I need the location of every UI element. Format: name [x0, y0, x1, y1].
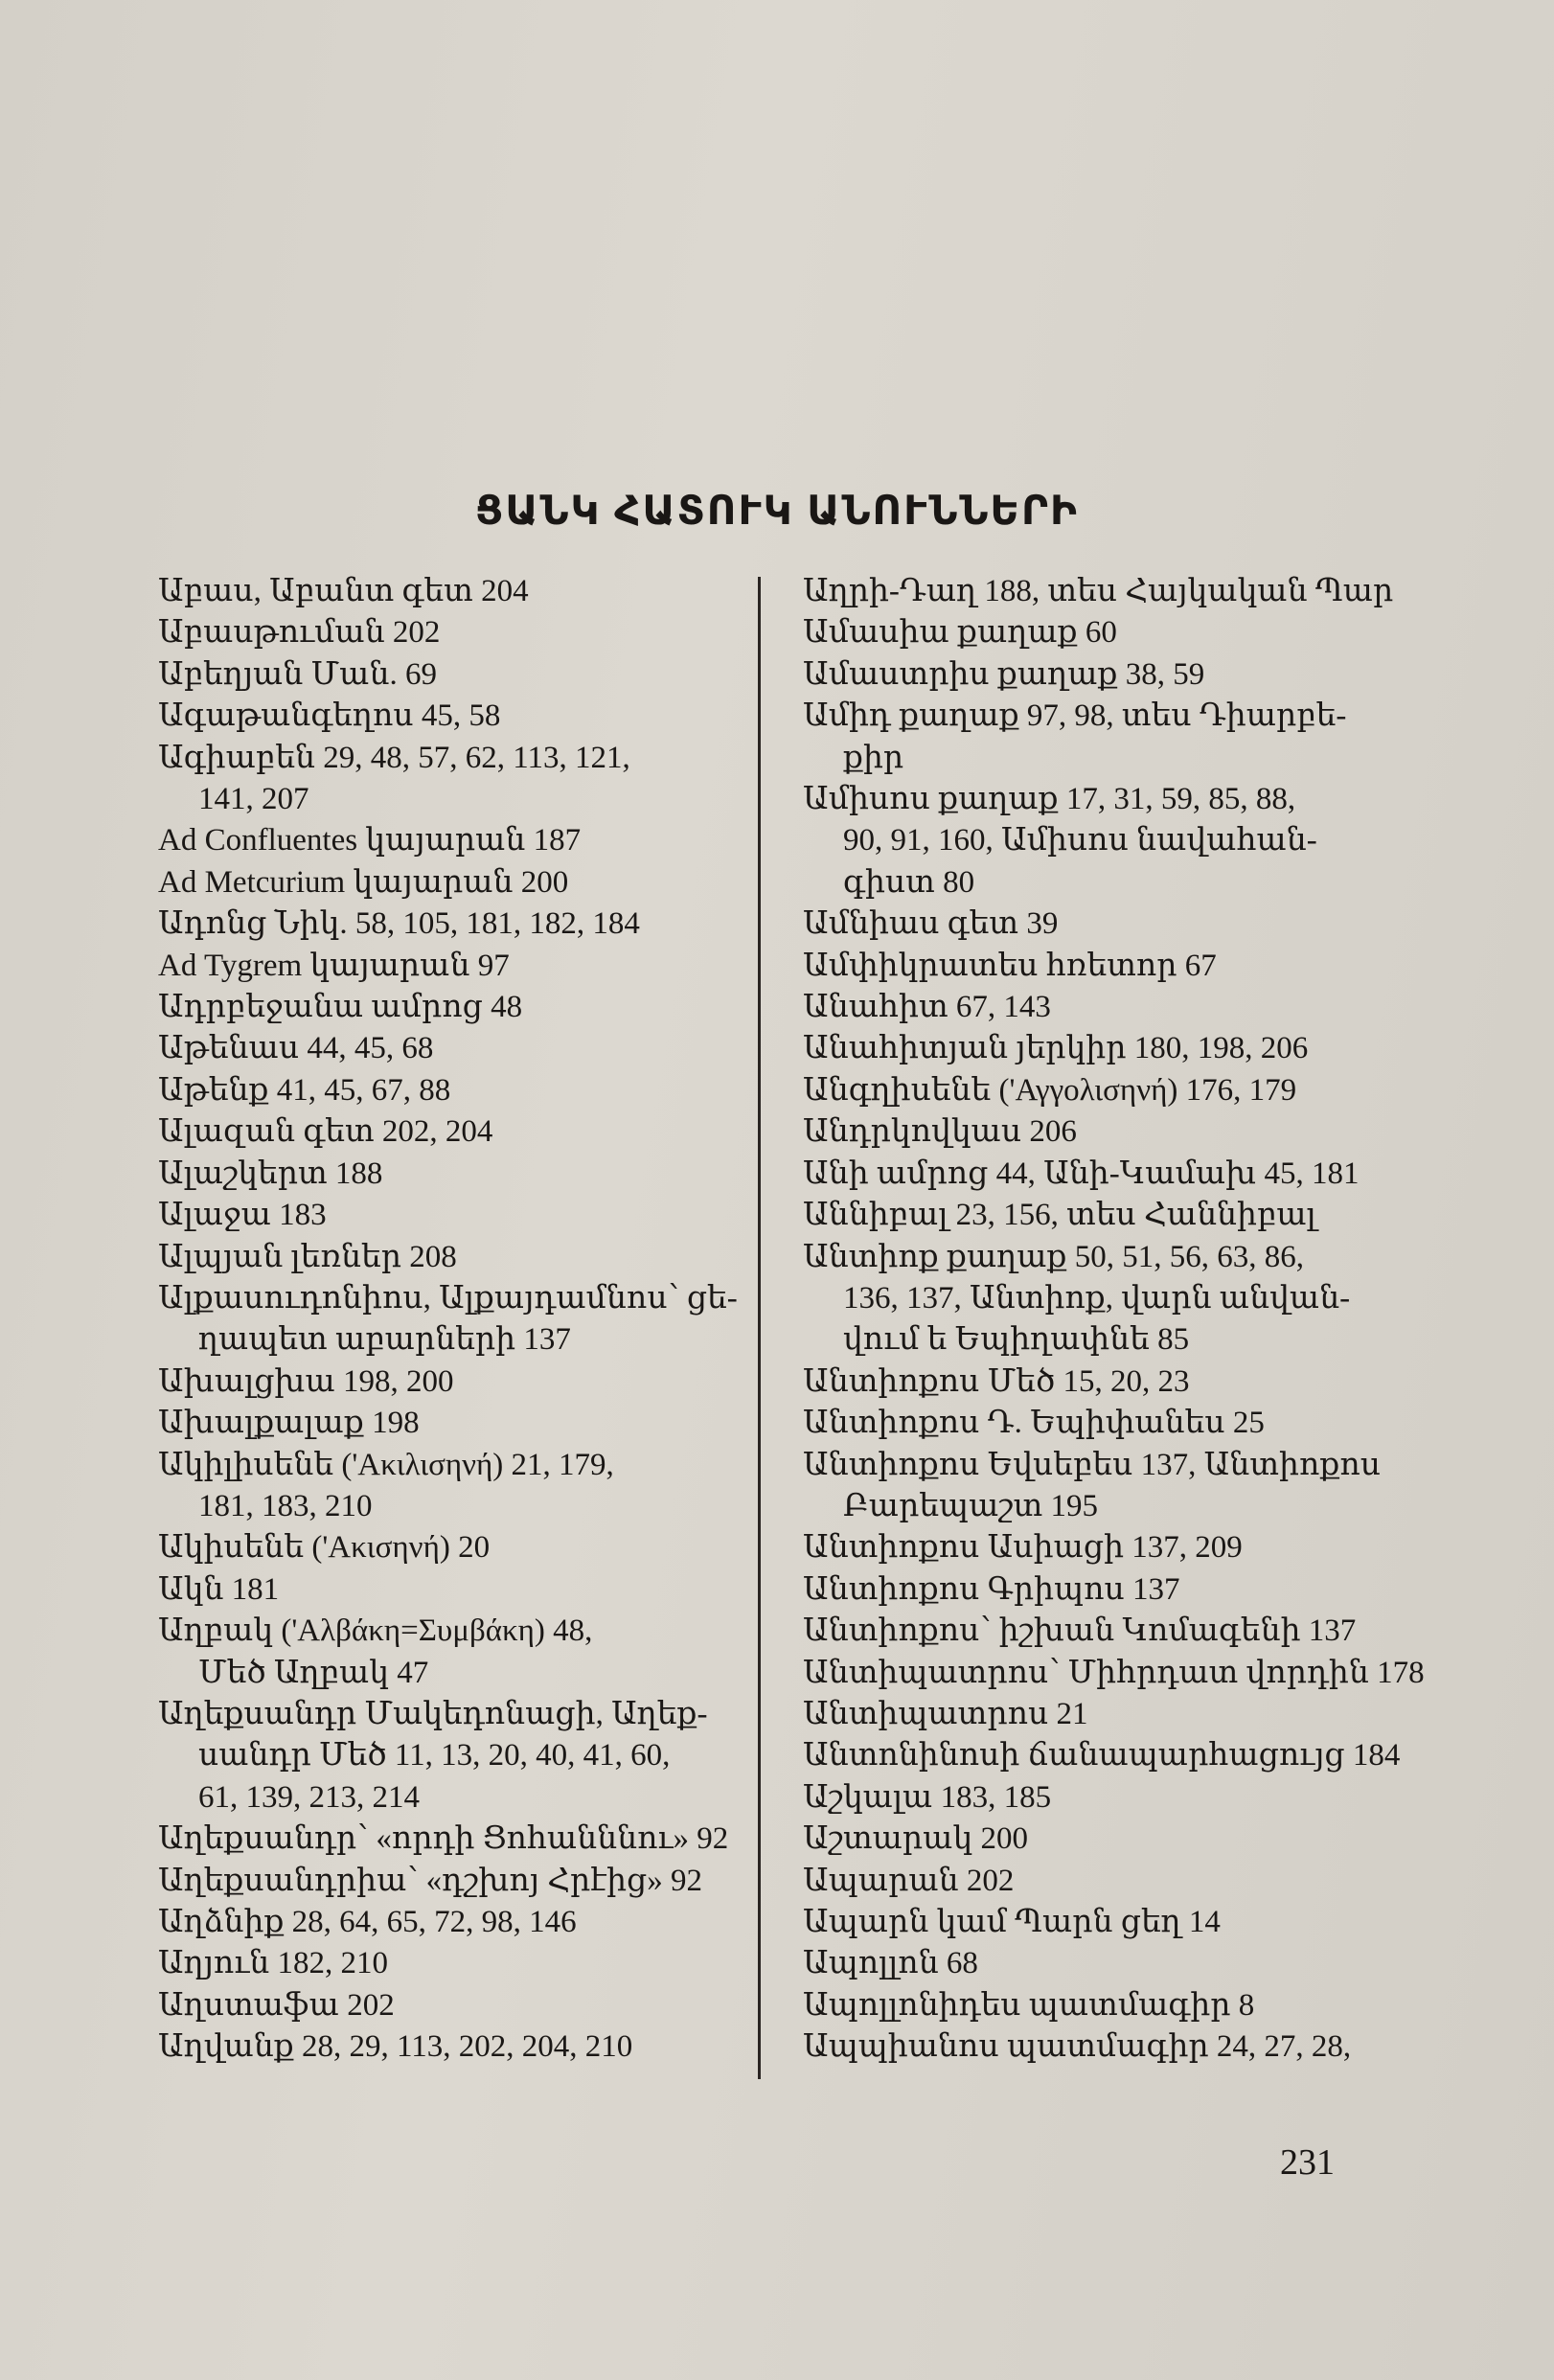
index-entry: Անահիտյան յերկիր 180, 198, 206: [803, 1031, 1309, 1066]
index-entry: Անտիոքոս Մեծ 15, 20, 23: [803, 1363, 1190, 1399]
index-entry: Ad Confluentes կայարան 187: [158, 823, 582, 858]
index-column-left: [158, 571, 743, 2069]
index-entry-continuation: 90, 91, 160, Ամիսոս նավահան-: [843, 823, 1317, 858]
index-entry: Ալազան գետ 202, 204: [158, 1114, 493, 1150]
index-entry: Անտիպատրոս 21: [803, 1696, 1088, 1731]
index-entry: Աղստաֆա 202: [158, 1987, 395, 2023]
index-entry: Անի ամրոց 44, Անի-Կամախ 45, 181: [803, 1156, 1360, 1191]
index-entry: Անդրկովկաս 206: [803, 1114, 1077, 1150]
index-entry: Աթենաս 44, 45, 68: [158, 1031, 434, 1066]
index-entry: Ակիլիսենե ('Ακιλισηνή) 21, 179,: [158, 1447, 614, 1482]
index-entry: Ախալցխա 198, 200: [158, 1363, 454, 1399]
index-entry: Աբեղյան Ման. 69: [158, 656, 437, 692]
index-entry-continuation: վում ե Եպիղափնե 85: [843, 1322, 1190, 1358]
index-entry: Անտոնինոսի ճանապարհացույց 184: [803, 1738, 1401, 1774]
index-entry: Ամիսոս քաղաք 17, 31, 59, 85, 88,: [803, 782, 1296, 817]
index-entry: Աղեքսանդրիա՝ «դշխոյ Հրէից» 92: [158, 1863, 703, 1898]
index-entry: Ամիդ քաղաք 97, 98, տես Դիարբե-: [803, 698, 1347, 734]
index-entry: Ապոլլոն 68: [803, 1946, 978, 1981]
index-entry-continuation: Բարեպաշտ 195: [843, 1488, 1099, 1523]
index-entry: Աղրի-Դաղ 188, տես Հայկական Պար: [803, 574, 1394, 608]
index-entry: Ադոնց Նիկ. 58, 105, 181, 182, 184: [158, 906, 640, 942]
index-entry: Աղբակ ('Αλβάκη=Συμβάκη) 48,: [158, 1613, 593, 1649]
index-entry: Ակն 181: [158, 1571, 280, 1607]
index-entry: Աղեքսանդր՝ «որդի Ցոհանննու» 92: [158, 1821, 729, 1857]
index-entry: Աղյուն 182, 210: [158, 1946, 389, 1981]
index-entry-continuation: ղապետ աբարների 137: [198, 1322, 571, 1358]
index-entry: Ագիաբեն 29, 48, 57, 62, 113, 121,: [158, 740, 630, 775]
index-entry: Ամփիկրատես հռետոր 67: [803, 948, 1217, 983]
index-entry: Ալպյան լեռներ 208: [158, 1239, 457, 1274]
index-entry: Աննիբալ 23, 156, տես Հաննիբալ: [803, 1198, 1316, 1233]
index-entry: Անտիպատրոս՝ Միհրդատ վորդին 178: [803, 1655, 1425, 1690]
index-entry: Անտիոքոս Եվսեբես 137, Անտիոքոս: [803, 1447, 1382, 1482]
index-entry: Անտիոքոս Ասիացի 137, 209: [803, 1530, 1243, 1566]
index-entry: Անտիոքոս Գրիպոս 137: [803, 1571, 1180, 1607]
index-entry: Ալքասուդոնիոս, Ալքայդամնոս՝ ցե-: [158, 1280, 738, 1316]
index-entry-continuation: Մեծ Աղբակ 47: [198, 1655, 429, 1690]
index-entry: Աբաս, Աբանտ գետ 204: [158, 574, 529, 608]
index-entry: Ad Tygrem կայարան 97: [158, 948, 510, 983]
index-entry-continuation: գիստ 80: [843, 864, 975, 900]
index-entry: Ախալքալաք 198: [158, 1406, 420, 1441]
index-entry: Անգղիսենե ('Αγγολισηνή) 176, 179: [803, 1072, 1297, 1108]
index-entry: Ամասիա քաղաք 60: [803, 615, 1117, 651]
index-entry: Աղեքսանդր Մակեդոնացի, Աղեք-: [158, 1696, 708, 1731]
index-entry-continuation: քիր: [843, 740, 904, 775]
index-entry: Ապարան 202: [803, 1863, 1015, 1898]
index-entry: Աթենք 41, 45, 67, 88: [158, 1072, 451, 1108]
column-divider: [758, 577, 761, 2079]
index-entry: Ակիսենե ('Ακισηνή) 20: [158, 1530, 491, 1566]
index-entry: Աբասթուման 202: [158, 615, 441, 651]
index-entry: Աշկալա 183, 185: [803, 1779, 1052, 1815]
index-entry: Աղձնիք 28, 64, 65, 72, 98, 146: [158, 1905, 577, 1939]
index-entry-continuation: 141, 207: [198, 782, 309, 817]
page-title: ՑԱՆԿ ՀԱՏՈՒԿ ԱՆՈՒՆՆԵՐԻ: [475, 488, 1079, 533]
index-entry-continuation: 181, 183, 210: [198, 1488, 373, 1523]
index-entry-continuation: 61, 139, 213, 214: [198, 1779, 420, 1815]
page-number: 231: [1280, 2142, 1335, 2183]
index-entry: Անահիտ 67, 143: [803, 990, 1051, 1025]
index-entry: Անտիոքոս Դ. Եպիփանես 25: [803, 1406, 1265, 1441]
index-entry-continuation: սանդր Մեծ 11, 13, 20, 40, 41, 60,: [198, 1738, 671, 1774]
index-entry: Ամաստրիս քաղաք 38, 59: [803, 656, 1205, 692]
index-entry: Ամնիաս գետ 39: [803, 906, 1059, 942]
index-entry: Անտիոքոս՝ իշխան Կոմագենի 137: [803, 1613, 1357, 1649]
index-entry: Ապպիանոս պատմագիր 24, 27, 28,: [803, 2029, 1352, 2065]
index-entry: Ալաջա 183: [158, 1198, 327, 1233]
index-entry: Ադրբեջանա ամրոց 48: [158, 990, 523, 1025]
index-entry-continuation: 136, 137, Անտիոք, վարն անվան-: [843, 1280, 1351, 1316]
index-entry: Ad Metcurium կայարան 200: [158, 864, 569, 900]
index-column-right: [803, 571, 1425, 2069]
index-entry: Անտիոք քաղաք 50, 51, 56, 63, 86,: [803, 1239, 1305, 1274]
index-entry: Ապոլլոնիդես պատմագիր 8: [803, 1987, 1255, 2023]
index-entry: Ագաթանգեղոս 45, 58: [158, 698, 501, 734]
index-entry: Ապարն կամ Պարն ցեղ 14: [803, 1905, 1221, 1939]
index-entry: Աղվանք 28, 29, 113, 202, 204, 210: [158, 2029, 633, 2065]
index-entry: Աշտարակ 200: [803, 1821, 1028, 1857]
index-entry: Ալաշկերտ 188: [158, 1156, 383, 1191]
